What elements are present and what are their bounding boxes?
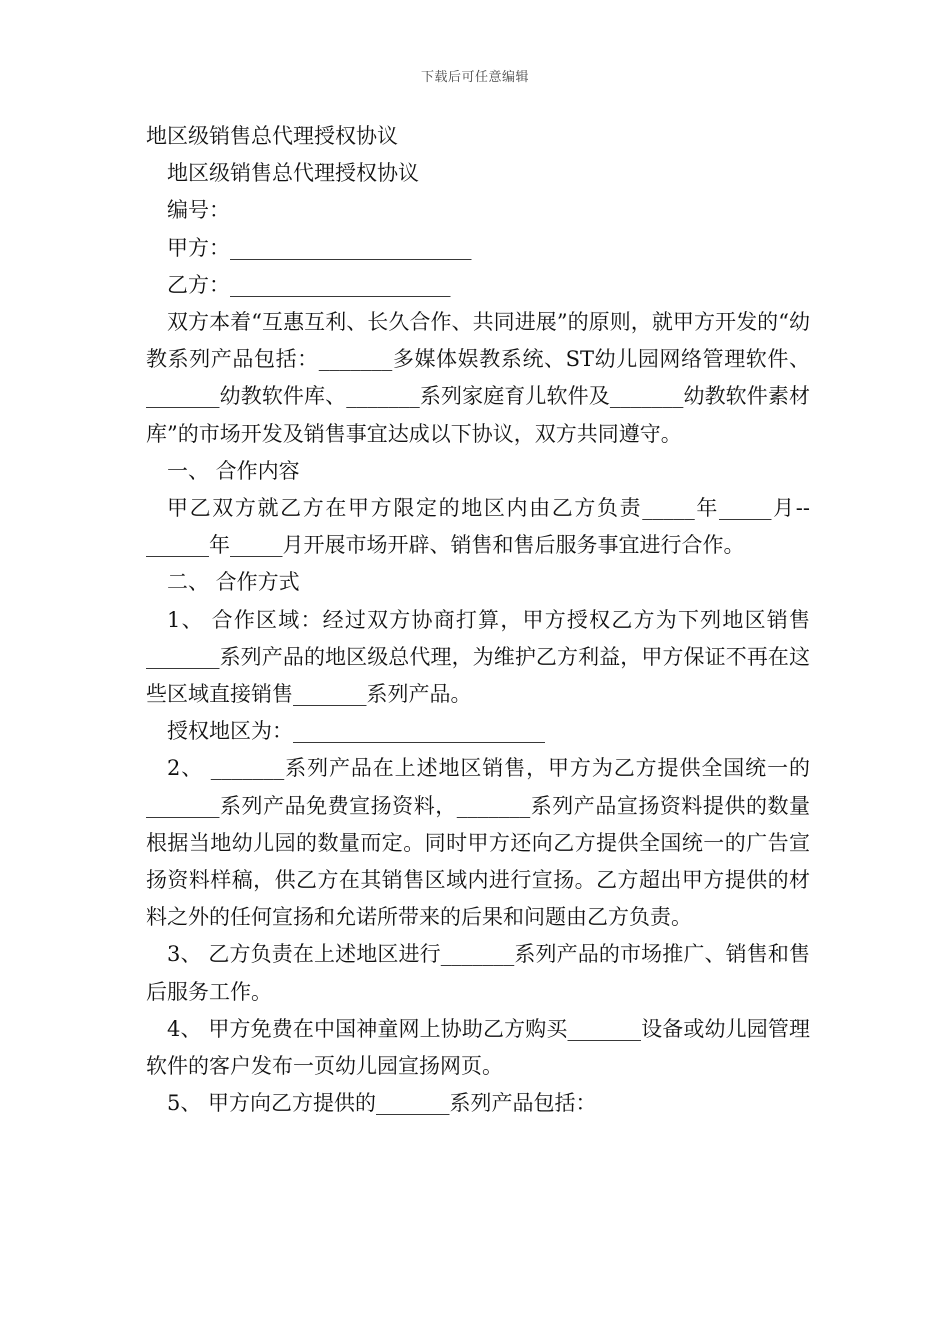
authorized-region-line: 授权地区为：________________________ [167, 719, 545, 744]
document-title-indented: 地区级销售总代理授权协议 [167, 161, 419, 186]
serial-number-label: 编号： [167, 198, 230, 223]
preamble-paragraph: 双方本着“互惠互利、长久合作、共同进展”的原则，就甲方开发的“幼教系列产品包括：_______多媒体娱教系统、ST幼儿园网络管理软件、_______幼教软件库、_______系列家庭育儿软件及_______幼教软件素材库”的市场开发及销售事宜达成以下协议，双方共同遵守。 [146, 310, 810, 446]
header-note: 下载后可任意编辑 [420, 70, 529, 85]
document-title: 地区级销售总代理授权协议 [146, 124, 398, 148]
section-1-paragraph: 甲乙双方就乙方在甲方限定的地区内由乙方负责_____年_____月--______年_____月开展市场开辟、销售和售后服务事宜进行合作。 [146, 496, 810, 558]
document-body [146, 118, 810, 1122]
item-3-paragraph: 3、 乙方负责在上述地区进行_______系列产品的市场推广、销售和售后服务工作。 [146, 942, 810, 1004]
party-a-line: 甲方：_______________________ [167, 235, 472, 260]
party-b-line: 乙方：_____________________ [167, 272, 451, 297]
item-2-paragraph: 2、 _______系列产品在上述地区销售，甲方为乙方提供全国统一的_______系列产品免费宣扬资料，_______系列产品宣扬资料提供的数量根据当地幼儿园的数量而定。同时甲方还向乙方提供全国统一的广告宣扬资料样稿，供乙方在其销售区域内进行宣扬。乙方超出甲方提供的材料之外的任何宣扬和允诺所带来的后果和问题由乙方负责。 [146, 756, 810, 930]
item-4-paragraph: 4、 甲方免费在中国神童网上协助乙方购买_______设备或幼儿园管理软件的客户发布一页幼儿园宣扬网页。 [146, 1016, 810, 1079]
item-1-paragraph: 1、 合作区域：经过双方协商打算，甲方授权乙方为下列地区销售_______系列产品的地区级总代理，为维护乙方利益，甲方保证不再在这些区域直接销售_______系列产品。 [146, 607, 810, 707]
item-5-paragraph: 5、 甲方向乙方提供的_______系列产品包括： [167, 1091, 597, 1116]
section-2-heading: 二、 合作方式 [167, 570, 300, 595]
section-1-heading: 一、 合作内容 [167, 458, 300, 483]
